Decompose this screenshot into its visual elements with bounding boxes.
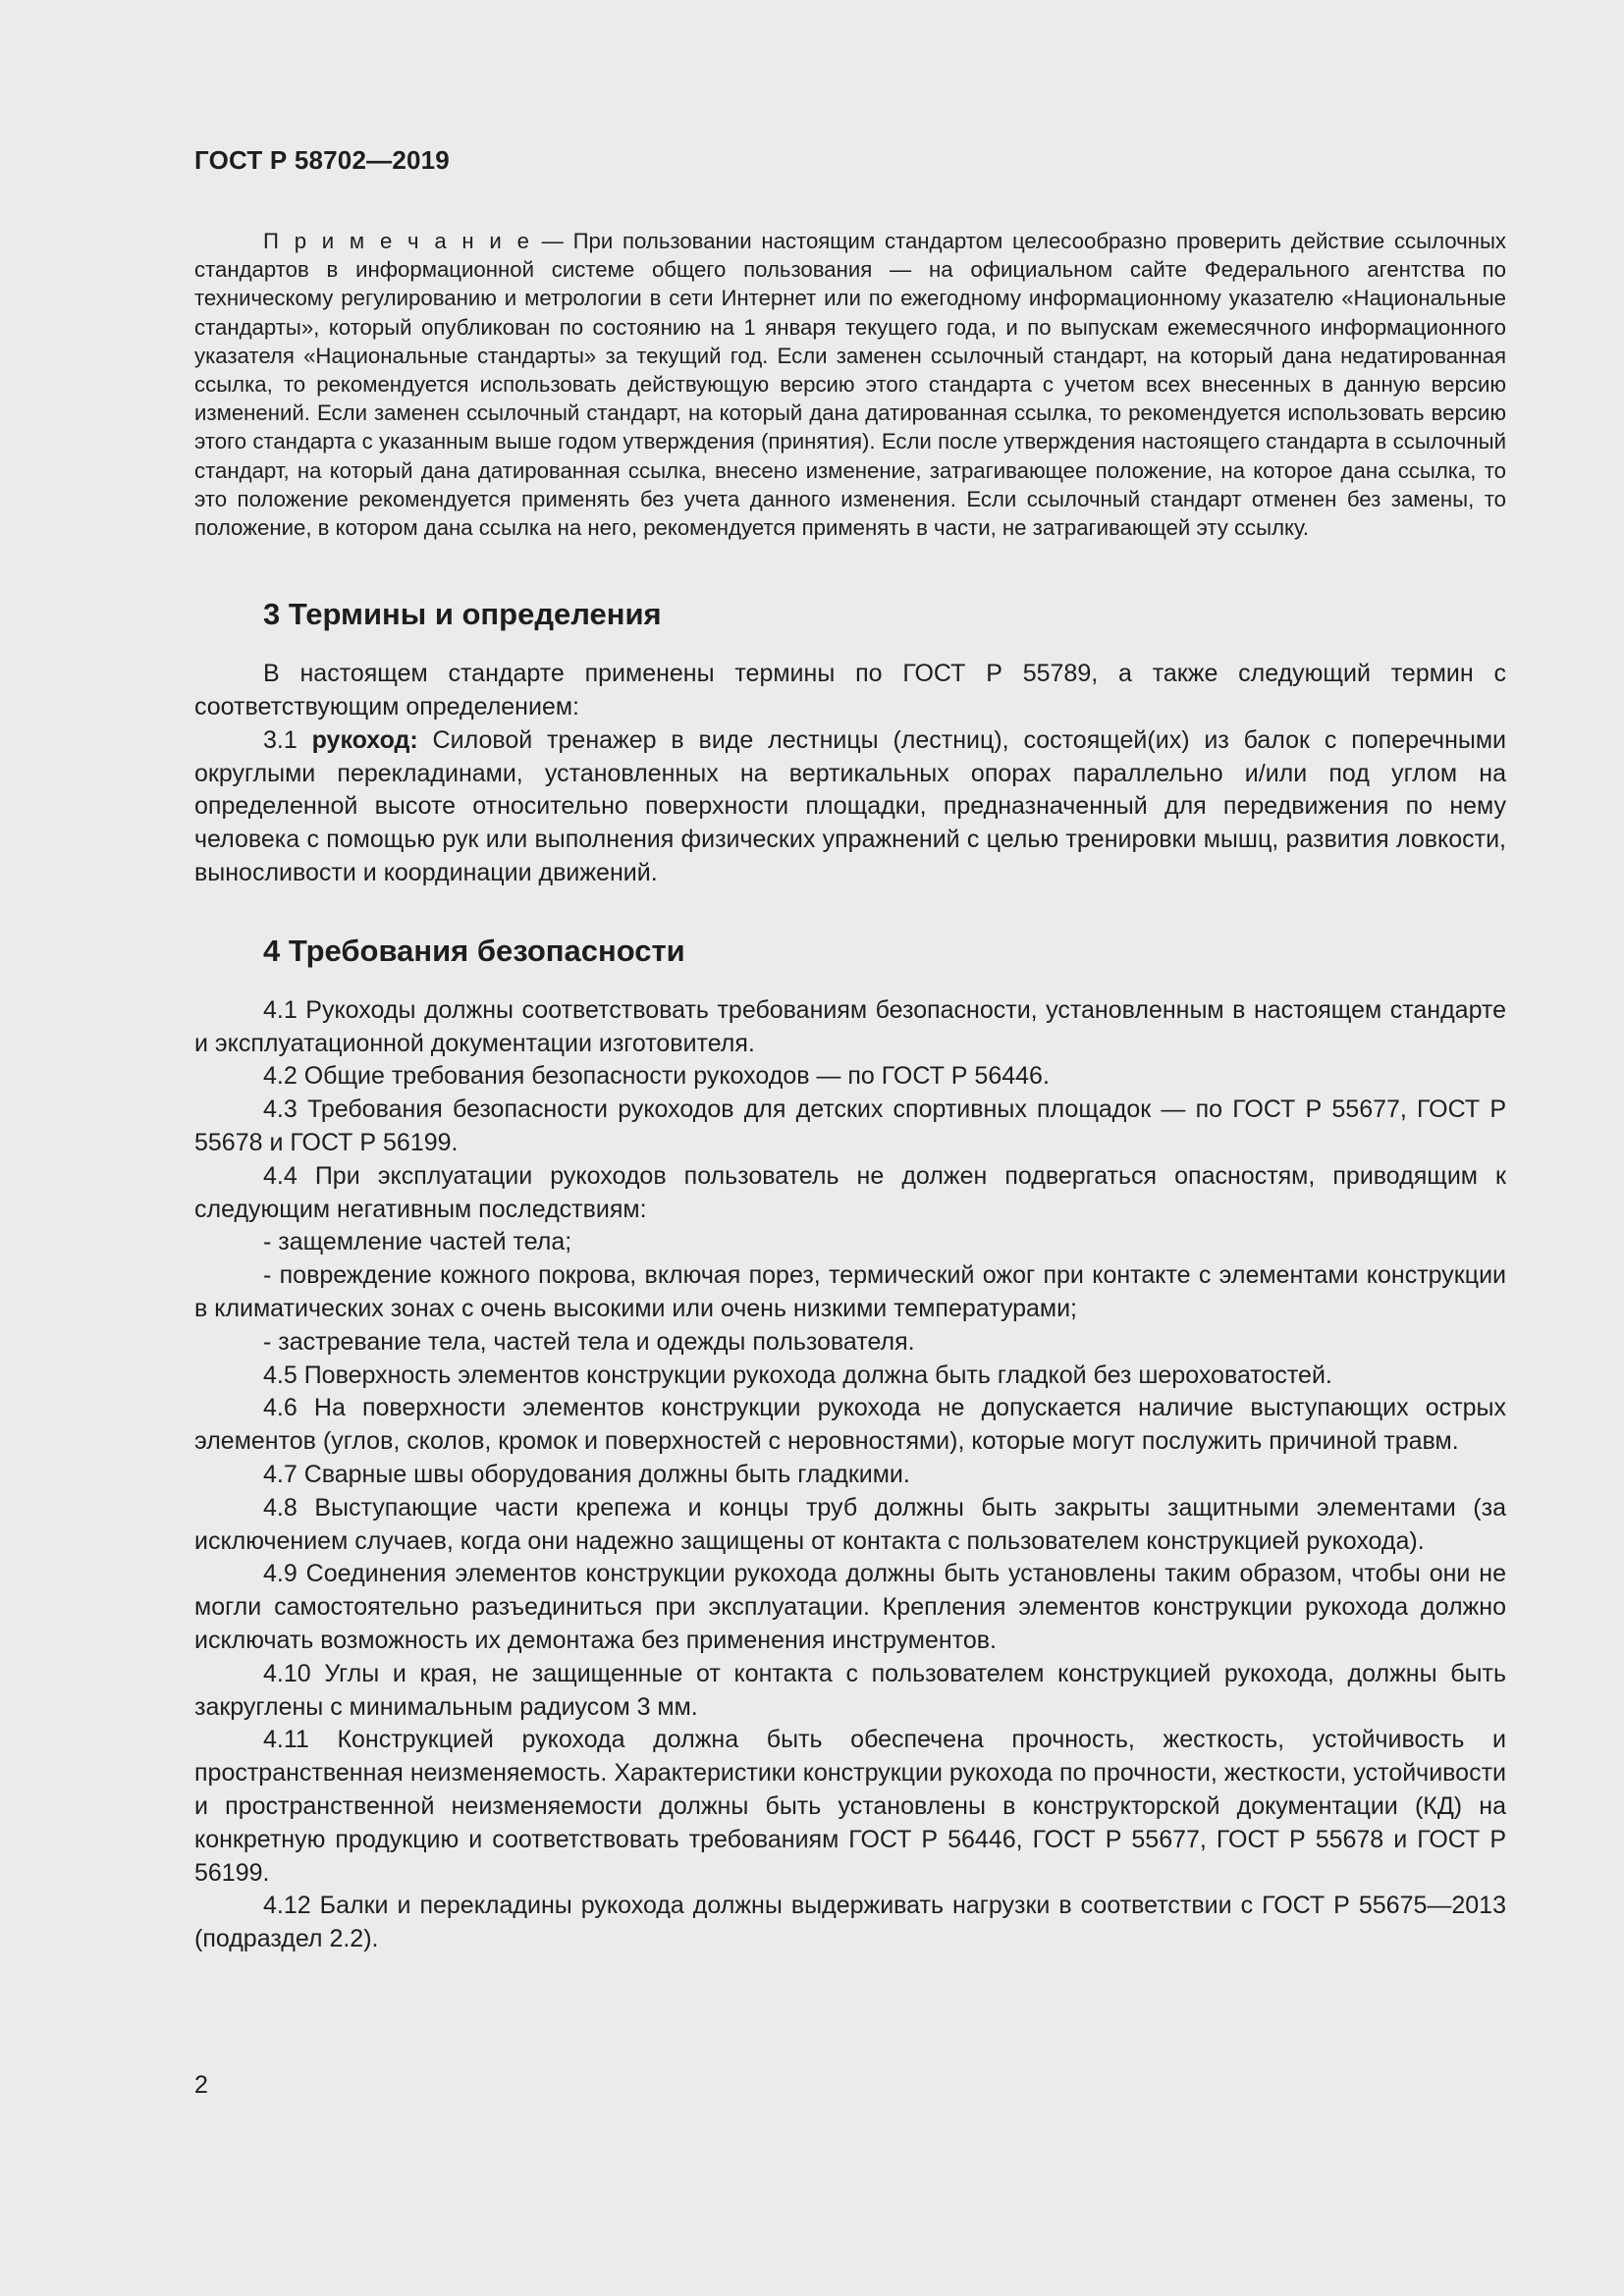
paragraph-4-1: 4.1 Рукоходы должны соответствовать требованиям безопасности, установленным в настоящем стандарте и эксплуатационной документации изготовителя. — [194, 995, 1506, 1057]
list-item-entrapment: - застревание тела, частей тела и одежды пользователя. — [263, 1327, 915, 1356]
paragraph-4-11: 4.11 Конструкцией рукохода должна быть обеспечена прочность, жесткость, устойчивость и пространственная неизменяемость. Характеристики конструкции рукохода по прочности, жесткости, устойчивости и пространственной неизменяемости должны быть установлены в конструкторской документации (КД) на конкретную продукцию и соответствовать требованиям ГОСТ Р 56446, ГОСТ Р 55677, ГОСТ Р 55678 и ГОСТ Р 56199. — [194, 1726, 1506, 1887]
term-definition — [194, 724, 1506, 890]
paragraph-4-2: 4.2 Общие требования безопасности рукоходов — по ГОСТ Р 56446. — [263, 1062, 1050, 1091]
paragraph-4-3: 4.3 Требования безопасности рукоходов для детских спортивных площадок — по ГОСТ Р 55677, ГОСТ Р 55678 и ГОСТ Р 56199. — [194, 1095, 1506, 1156]
reference-note — [194, 227, 1506, 542]
section-4-title: 4 Требования безопасности — [263, 933, 685, 968]
paragraph-4-9: 4.9 Соединения элементов конструкции рукохода должны быть установлены таким образом, чтобы они не могли самостоятельно разъединиться при эксплуатации. Крепления элементов конструкции рукохода должно исключать возможность их демонтажа без применения инструментов. — [194, 1560, 1506, 1654]
paragraph-4-6: 4.6 На поверхности элементов конструкции рукохода не допускается наличие выступающих острых элементов (углов, сколов, кромок и поверхностей с неровностями), которые могут послужить причиной травм. — [194, 1394, 1506, 1456]
paragraph-4-8: 4.8 Выступающие части крепежа и концы труб должны быть закрыты защитными элементами (за исключением случаев, когда они надежно защищены от контакта с пользователем конструкцией рукохода). — [194, 1493, 1506, 1555]
document-header: ГОСТ Р 58702—2019 — [194, 145, 450, 175]
paragraph-4-7: 4.7 Сварные швы оборудования должны быть гладкими. — [263, 1460, 910, 1488]
note-text: — При пользовании настоящим стандартом целесообразно проверить действие ссылочных стандартов в информационной системе общего пользования — на официальном сайте Федерального агентства по техническому регулированию и метрологии в сети Интернет или по ежегодному информационному указателю «Национальные стандарты», который опубликован по состоянию на 1 января текущего года, и по выпускам ежемесячного информационного указателя «Национальные стандарты» за текущий год. Если заменен ссылочный стандарт, на который дана недатированная ссылка, то рекомендуется использовать действующую версию этого стандарта с учетом всех внесенных в данную версию изменений. Если заменен ссылочный стандарт, на который дана датированная ссылка, то рекомендуется использовать версию этого стандарта с указанным выше годом утверждения (принятия). Если после утверждения настоящего стандарта в ссылочный стандарт, на который дана датированная ссылка, внесено изменение, затрагивающее положение, на которое дана ссылка, то это положение рекомендуется применять без учета данного изменения. Если ссылочный стандарт отменен без замены, то положение, в котором дана ссылка на него, рекомендуется применять в части, не затрагивающей эту ссылку. — [194, 229, 1506, 541]
list-item-skin-damage: - повреждение кожного покрова, включая порез, термический ожог при контакте с элементами конструкции в климатических зонах с очень высокими или очень низкими температурами; — [194, 1261, 1506, 1322]
paragraph-4-12: 4.12 Балки и перекладины рукохода должны выдерживать нагрузки в соответствии с ГОСТ Р 55675—2013 (подраздел 2.2). — [194, 1892, 1506, 1953]
paragraph-4-10: 4.10 Углы и края, не защищенные от контакта с пользователем конструкцией рукохода, должны быть закруглены с минимальным радиусом 3 мм. — [194, 1659, 1506, 1721]
term-number: 3.1 — [263, 725, 312, 754]
section-3-intro: В настоящем стандарте применены термины по ГОСТ Р 55789, а также следующий термин с соответствующим определением: — [194, 660, 1506, 721]
paragraph-4-4: 4.4 При эксплуатации рукоходов пользователь не должен подвергаться опасностям, приводящим к следующим негативным последствиям: — [194, 1161, 1506, 1223]
term-name: рукоход: — [311, 725, 418, 754]
list-item-pinching: - защемление частей тела; — [263, 1228, 572, 1256]
note-label: П р и м е ч а н и е — [263, 229, 532, 253]
term-text: Силовой тренажер в виде лестницы (лестниц), состоящей(их) из балок с поперечными округлыми перекладинами, установленных на вертикальных опорах параллельно и/или под углом на определенной высоте относительно поверхности площадки, предназначенный для передвижения по нему человека с помощью рук или выполнения физических упражнений с целью тренировки мышц, развития ловкости, выносливости и координации движений. — [194, 725, 1507, 887]
section-3-title: 3 Термины и определения — [263, 597, 662, 632]
page-number: 2 — [194, 2071, 208, 2099]
paragraph-4-5: 4.5 Поверхность элементов конструкции рукохода должна быть гладкой без шероховатостей. — [263, 1361, 1332, 1389]
